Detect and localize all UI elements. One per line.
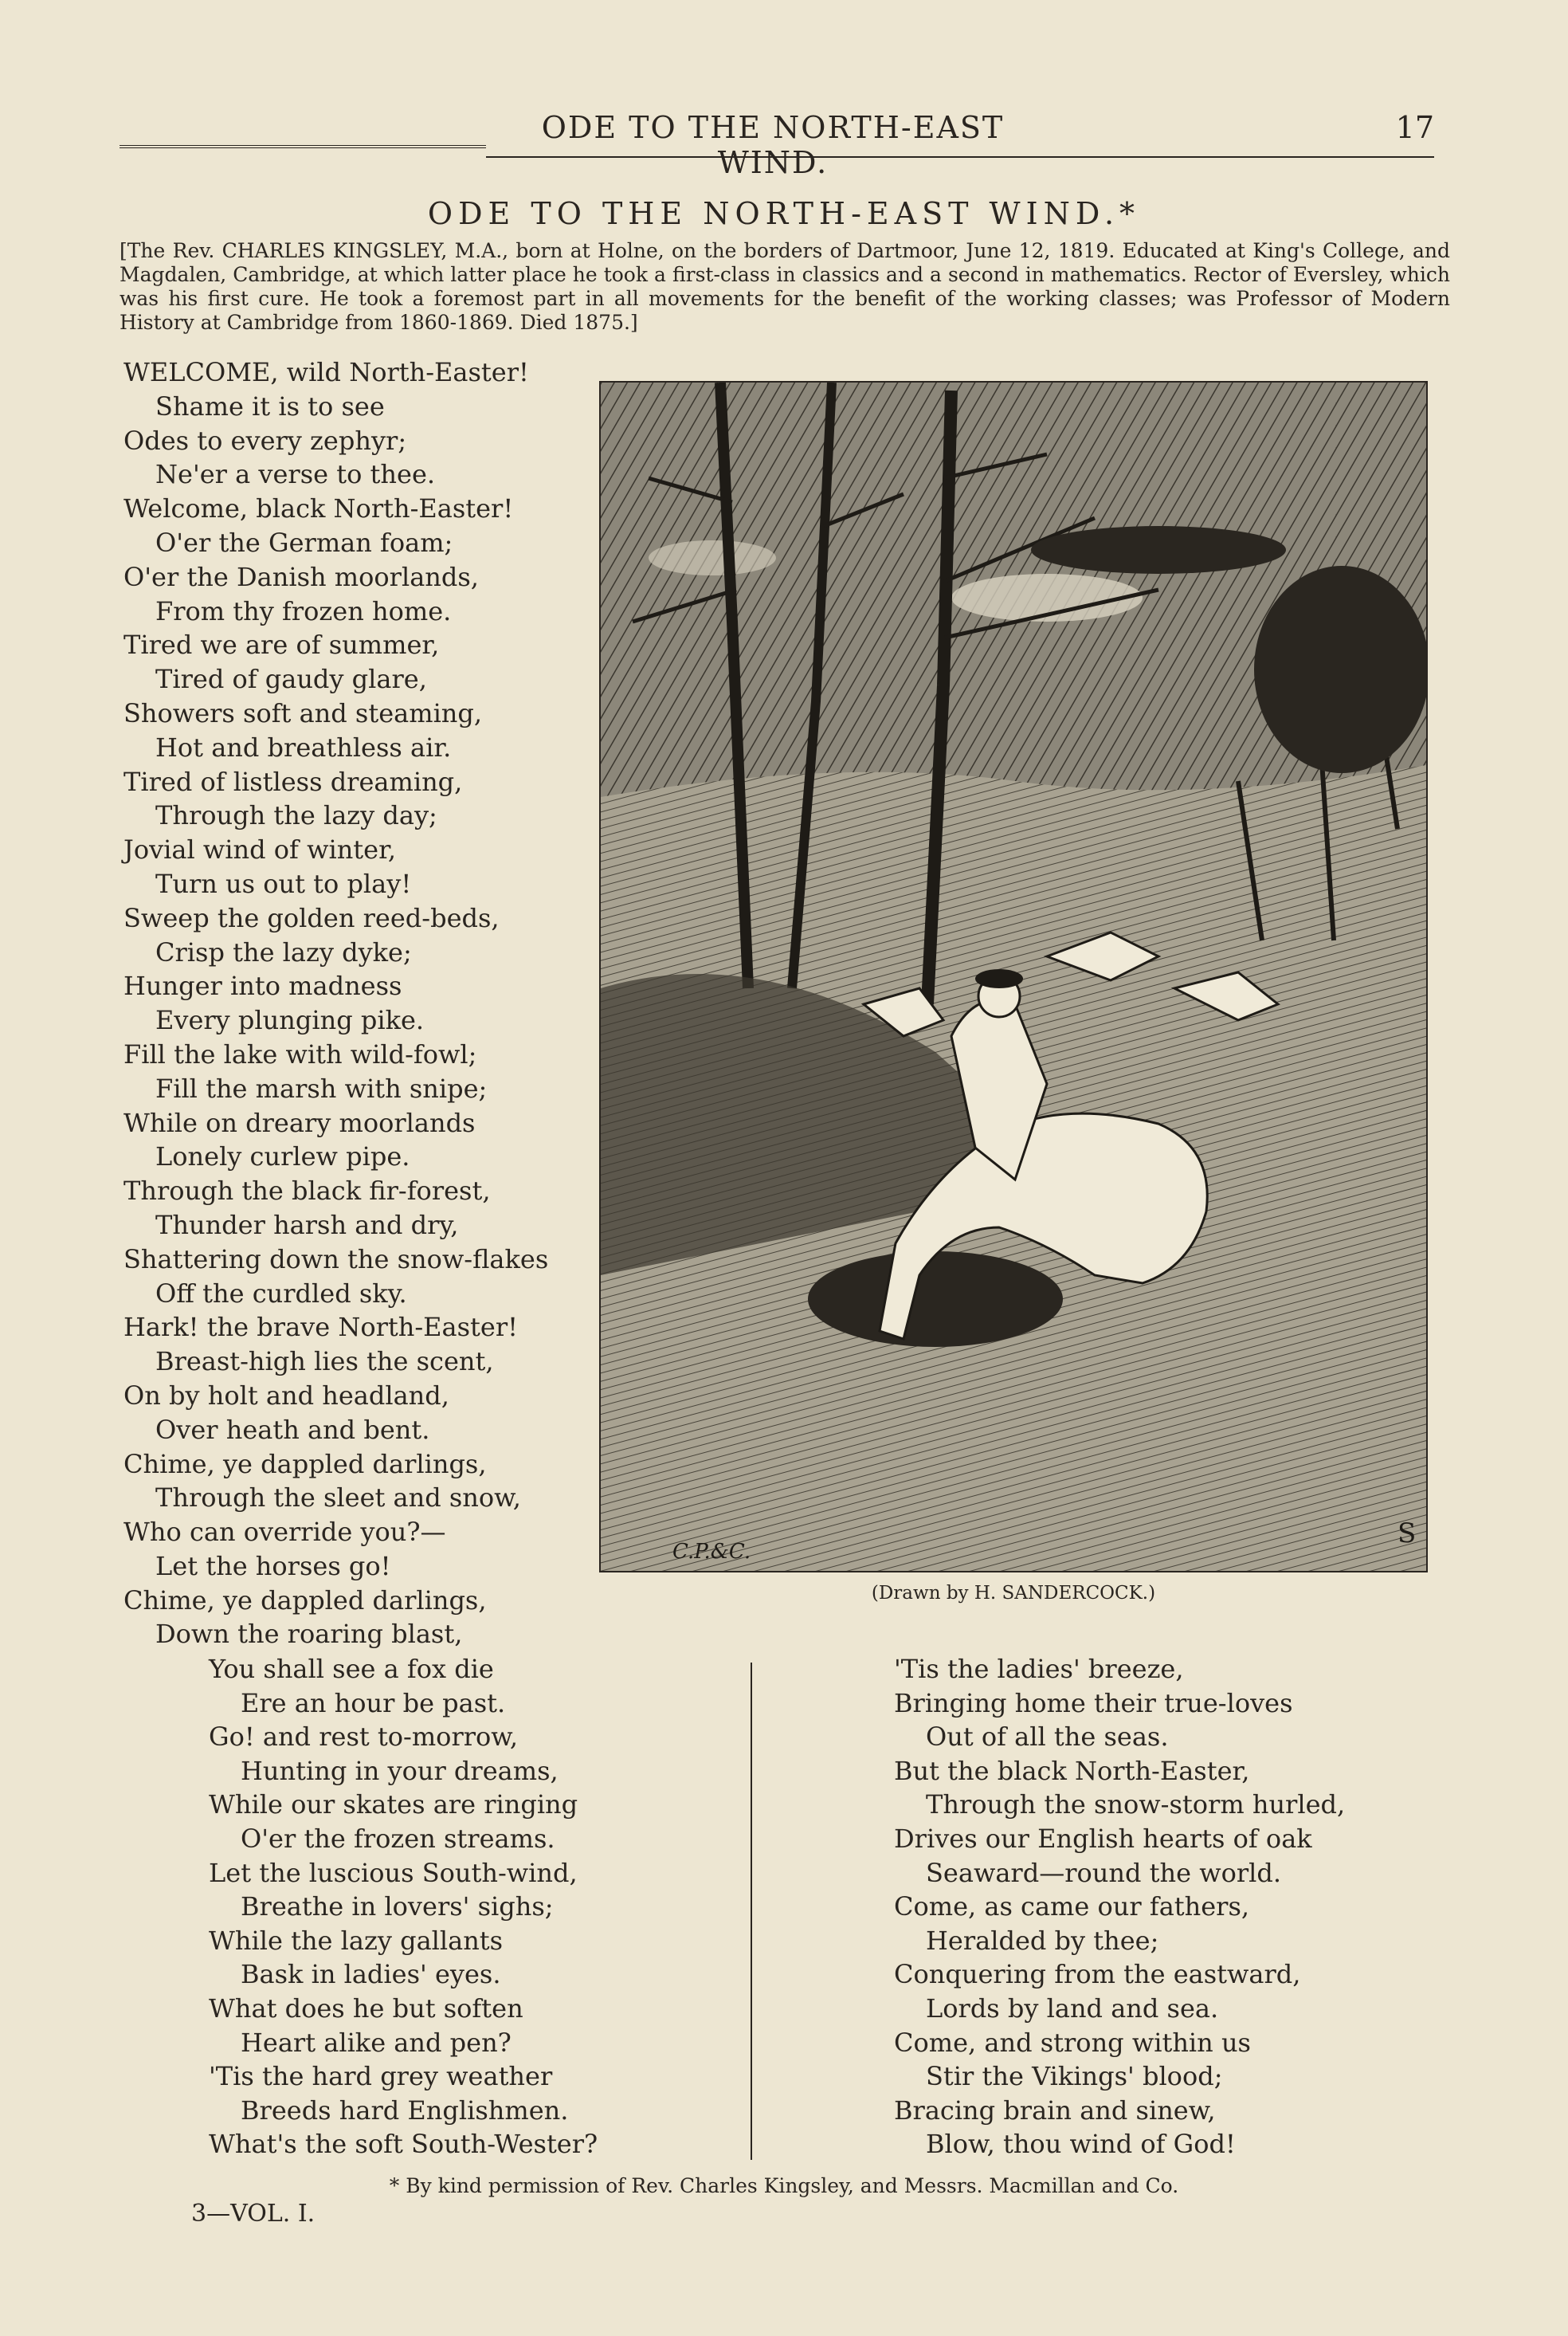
- verse-line: Showers soft and steaming,: [123, 697, 483, 728]
- verse-line: Come, as came our fathers,: [894, 1891, 1250, 1922]
- verse-line: Shattering down the snow-flakes: [123, 1243, 549, 1274]
- verse-line: Odes to every zephyr;: [123, 425, 407, 456]
- header-rule-right: [486, 156, 1434, 158]
- verse-line: O'er the German foam;: [155, 527, 453, 558]
- running-head-title: ODE TO THE NORTH-EAST WIND.: [541, 110, 1005, 180]
- column-divider: [751, 1663, 752, 2160]
- verse-line: On by holt and headland,: [123, 1380, 449, 1411]
- running-head: [120, 110, 1434, 180]
- footnote: * By kind permission of Rev. Charles Kingsley, and Messrs. Macmillan and Co.: [389, 2174, 1179, 2197]
- verse-line: Lonely curlew pipe.: [155, 1141, 410, 1172]
- verse-line: Bask in ladies' eyes.: [241, 1959, 501, 1990]
- poem-title: ODE TO THE NORTH-EAST WIND.*: [427, 196, 1141, 231]
- verse-line: Through the sleet and snow,: [155, 1482, 521, 1513]
- verse-line: Stir the Vikings' blood;: [926, 2061, 1223, 2092]
- verse-column-bottom-right: [894, 1652, 1372, 2161]
- verse-line: Sweep the golden reed-beds,: [123, 902, 500, 933]
- verse-line: Hot and breathless air.: [155, 732, 452, 763]
- verse-line: Welcome, black North-Easter!: [123, 493, 514, 524]
- verse-line: Drives our English hearts of oak: [894, 1823, 1312, 1854]
- verse-line: Lords by land and sea.: [926, 1992, 1219, 2024]
- verse-line: Over heath and bent.: [155, 1414, 430, 1445]
- verse-line: Tired of listless dreaming,: [123, 766, 463, 797]
- verse-line: Down the roaring blast,: [155, 1619, 463, 1650]
- verse-line: But the black North-Easter,: [894, 1755, 1250, 1786]
- verse-line: O'er the Danish moorlands,: [123, 561, 479, 592]
- verse-line: Chime, ye dappled darlings,: [123, 1584, 487, 1616]
- verse-line: Heralded by thee;: [926, 1925, 1159, 1956]
- verse-line: What's the soft South-Wester?: [209, 2129, 598, 2160]
- verse-line: 'Tis the ladies' breeze,: [894, 1654, 1184, 1684]
- verse-column-left: [123, 355, 594, 1651]
- illustration-caption: (Drawn by H. SANDERCOCK.): [871, 1583, 1156, 1604]
- verse-line: Tired we are of summer,: [123, 630, 440, 661]
- verse-line: While our skates are ringing: [209, 1789, 578, 1820]
- verse-line: Hunting in your dreams,: [241, 1755, 559, 1786]
- page-number: 17: [1395, 110, 1434, 145]
- verse-line: Hunger into madness: [123, 971, 402, 1002]
- verse-line: While on dreary moorlands: [123, 1107, 476, 1138]
- verse-line: Fill the lake with wild-fowl;: [123, 1038, 477, 1070]
- verse-line: Blow, thou wind of God!: [926, 2129, 1236, 2160]
- verse-line: From thy frozen home.: [155, 595, 452, 626]
- verse-line: Hark! the brave North-Easter!: [123, 1312, 518, 1343]
- intro-note: [The Rev. CHARLES KINGSLEY, M.A., born at Holne, on the borders of Dartmoor, June 12, 1819. Educated at King's College, and Magdalen, Cambridge, at which latter place he took a first-class in classics and a second in mathematics. Rector of Eversley, which was his first cure. He took a foremost part in all movements for the benefit of the working classes; was Professor of Modern History at Cambridge from 1860-1869. Died 1875.]: [120, 239, 1450, 334]
- verse-line: Breathe in lovers' sighs;: [241, 1891, 554, 1922]
- verse-line: Through the lazy day;: [155, 800, 437, 831]
- verse-line: Tired of gaudy glare,: [155, 664, 427, 695]
- signature-mark: 3—VOL. I.: [191, 2200, 316, 2228]
- verse-line: You shall see a fox die: [209, 1654, 494, 1684]
- verse-line: Bringing home their true-loves: [894, 1687, 1293, 1718]
- verse-line: Ere an hour be past.: [241, 1687, 506, 1718]
- verse-line: Heart alike and pen?: [241, 2027, 512, 2058]
- verse-line: While the lazy gallants: [209, 1925, 504, 1956]
- verse-line: Conquering from the eastward,: [894, 1959, 1301, 1990]
- verse-line: Ne'er a verse to thee.: [155, 459, 436, 490]
- hunting-illustration: [599, 381, 1428, 1572]
- verse-line: Who can override you?—: [123, 1517, 446, 1548]
- verse-line: Jovial wind of winter,: [123, 834, 397, 866]
- verse-line: Through the black fir-forest,: [123, 1176, 491, 1207]
- verse-line: Crisp the lazy dyke;: [155, 936, 412, 968]
- verse-line: Breast-high lies the scent,: [155, 1346, 494, 1377]
- verse-line: Out of all the seas.: [926, 1722, 1169, 1753]
- engraver-mark: C.P.&C.: [672, 1540, 751, 1564]
- verse-line: Bracing brain and sinew,: [894, 2095, 1216, 2126]
- verse-line: Seaward—round the world.: [926, 1857, 1282, 1888]
- verse-line: Breeds hard Englishmen.: [241, 2095, 569, 2126]
- verse-line: Every plunging pike.: [155, 1005, 425, 1036]
- verse-line: Through the snow-storm hurled,: [926, 1789, 1346, 1820]
- verse-line: What does he but soften: [209, 1992, 523, 2024]
- artist-monogram: S: [1397, 1517, 1417, 1549]
- verse-line: Come, and strong within us: [894, 2027, 1251, 2058]
- verse-line: Turn us out to play!: [155, 868, 412, 899]
- verse-line: Thunder harsh and dry,: [155, 1209, 459, 1240]
- verse-line: Shame it is to see: [155, 391, 385, 422]
- header-rule-left: [120, 145, 486, 151]
- verse-line: Go! and rest to-morrow,: [209, 1722, 519, 1753]
- verse-line: Let the horses go!: [155, 1550, 391, 1581]
- verse-line: Fill the marsh with snipe;: [155, 1073, 488, 1104]
- verse-line: O'er the frozen streams.: [241, 1823, 555, 1854]
- verse-line: Chime, ye dappled darlings,: [123, 1448, 487, 1479]
- verse-column-bottom-left: [209, 1652, 639, 2161]
- verse-line: 'Tis the hard grey weather: [209, 2061, 553, 2092]
- verse-line: Let the luscious South-wind,: [209, 1857, 578, 1888]
- verse-line: WELCOME, wild North-Easter!: [123, 357, 529, 387]
- verse-line: Off the curdled sky.: [155, 1278, 407, 1309]
